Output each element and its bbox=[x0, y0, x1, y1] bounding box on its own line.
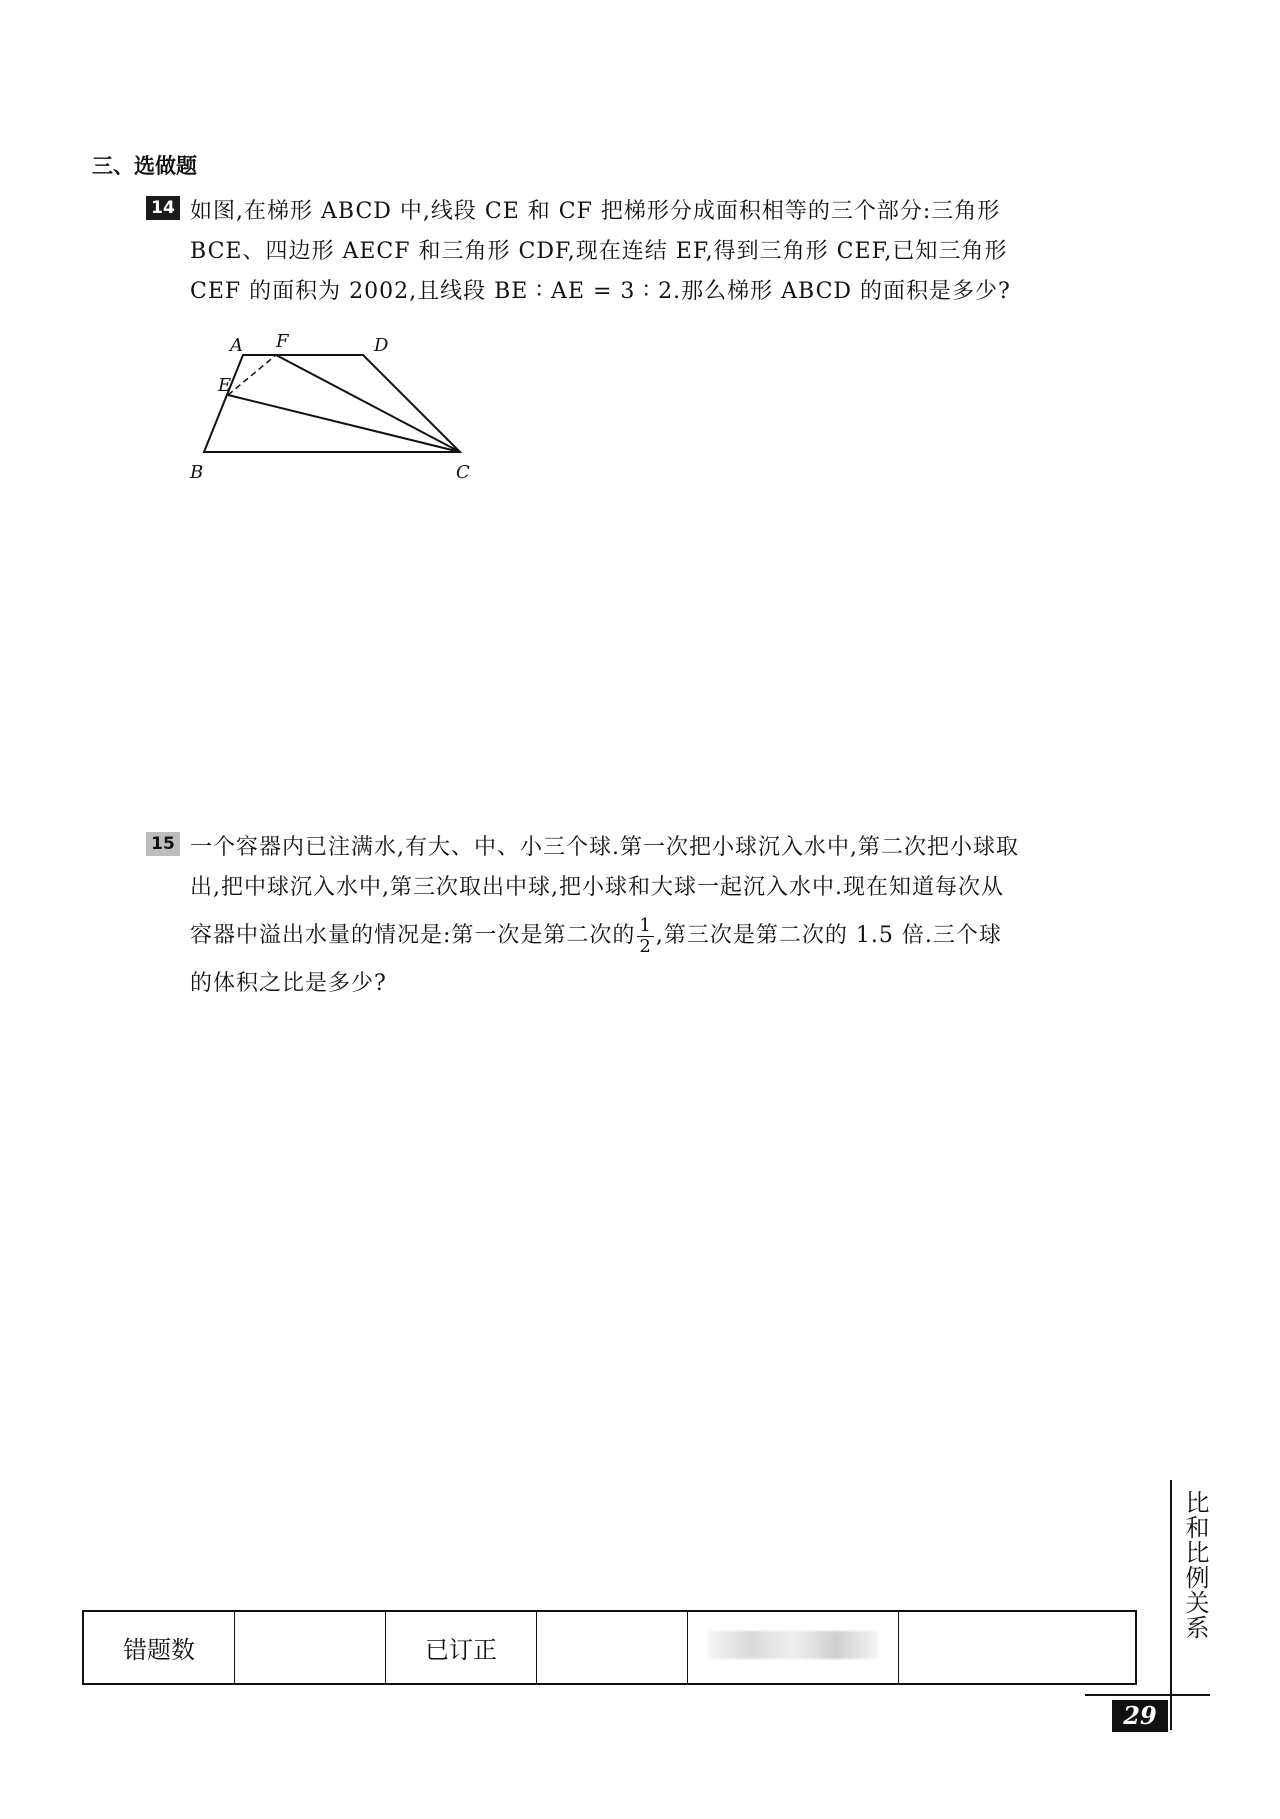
label-d: D bbox=[374, 335, 389, 356]
corrected-label: 已订正 bbox=[386, 1611, 537, 1684]
label-c: C bbox=[456, 462, 470, 483]
chapter-title: 比和比例关系 bbox=[1181, 1490, 1209, 1640]
problem-text bbox=[190, 192, 1146, 312]
problem-15 bbox=[146, 828, 1146, 1004]
problem-line: BCE、四边形 AECF 和三角形 CDF,现在连结 EF,得到三角形 CEF,已知三角形 bbox=[190, 239, 1008, 264]
problem-number-badge: 15 bbox=[146, 832, 180, 856]
label-b: B bbox=[190, 462, 204, 483]
problem-line: 如图,在梯形 ABCD 中,线段 CE 和 CF 把梯形分成面积相等的三个部分:三角形 bbox=[190, 199, 1001, 224]
smudge-mark bbox=[708, 1631, 878, 1659]
wrong-count-cell[interactable] bbox=[235, 1611, 386, 1684]
corrected-cell[interactable] bbox=[537, 1611, 688, 1684]
problem-line: 出,把中球沉入水中,第三次取出中球,把小球和大球一起沉入水中.现在知道每次从 bbox=[190, 875, 1004, 900]
segment-ce bbox=[228, 395, 460, 452]
trapezoid-figure bbox=[180, 325, 500, 495]
fraction-numerator: 1 bbox=[639, 914, 652, 936]
fraction-one-half bbox=[637, 916, 653, 957]
trapezoid-outline bbox=[204, 355, 460, 452]
problem-line: 一个容器内已注满水,有大、中、小三个球.第一次把小球沉入水中,第二次把小球取 bbox=[190, 835, 1019, 860]
segment-cf bbox=[276, 355, 460, 452]
problem-line: 的体积之比是多少? bbox=[190, 971, 387, 996]
problem-14 bbox=[146, 192, 1146, 312]
side-rule bbox=[1170, 1480, 1172, 1730]
line-text: ,第三次是第二次的 1.5 倍.三个球 bbox=[655, 923, 1002, 948]
problem-line bbox=[190, 908, 1146, 964]
problem-text bbox=[190, 828, 1146, 1004]
score-table bbox=[82, 1610, 1137, 1685]
fraction-denominator: 2 bbox=[639, 935, 652, 957]
blank-cell[interactable] bbox=[899, 1611, 1137, 1684]
page-number: 29 bbox=[1112, 1700, 1168, 1732]
label-f: F bbox=[276, 331, 289, 352]
section-title: 三、选做题 bbox=[92, 154, 197, 178]
smudged-cell bbox=[688, 1611, 899, 1684]
wrong-count-label: 错题数 bbox=[83, 1611, 235, 1684]
problem-number-badge: 14 bbox=[146, 196, 180, 220]
line-text: 容器中溢出水量的情况是:第一次是第二次的 bbox=[190, 923, 636, 948]
label-a: A bbox=[230, 335, 243, 356]
label-e: E bbox=[218, 375, 232, 396]
bottom-rule bbox=[1085, 1694, 1210, 1696]
problem-line: CEF 的面积为 2002,且线段 BE ∶ AE = 3 ∶ 2.那么梯形 ABCD 的面积是多少? bbox=[190, 279, 1011, 304]
